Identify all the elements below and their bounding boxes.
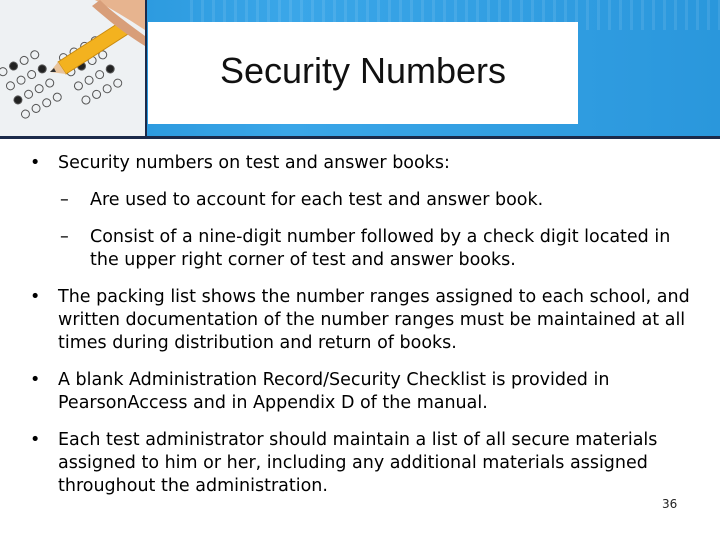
sub-bullet-item: – Consist of a nine-digit number followed by a check digit located in the upper right corner of test and answer books. [30, 226, 700, 272]
slide-body [30, 152, 700, 512]
title-box [148, 22, 578, 124]
bullet-item: • Security numbers on test and answer books: [30, 152, 700, 175]
sub-bullet-item: – Are used to account for each test and answer book. [30, 189, 700, 212]
header-divider [0, 136, 720, 139]
page-number: 36 [662, 497, 678, 511]
bullet-item: • The packing list shows the number ranges assigned to each school, and written documentation of the number ranges must be maintained at all times during distribution and return of books. [30, 286, 700, 355]
answer-sheet-photo [0, 0, 147, 136]
bullet-item: • A blank Administration Record/Security Checklist is provided in PearsonAccess and in Appendix D of the manual. [30, 369, 700, 415]
bullet-item: • Each test administrator should maintain a list of all secure materials assigned to him or her, including any additional materials assigned throughout the administration. [30, 429, 700, 498]
answer-sheet-illustration [0, 0, 145, 136]
slide-title: Security Numbers [219, 50, 507, 91]
